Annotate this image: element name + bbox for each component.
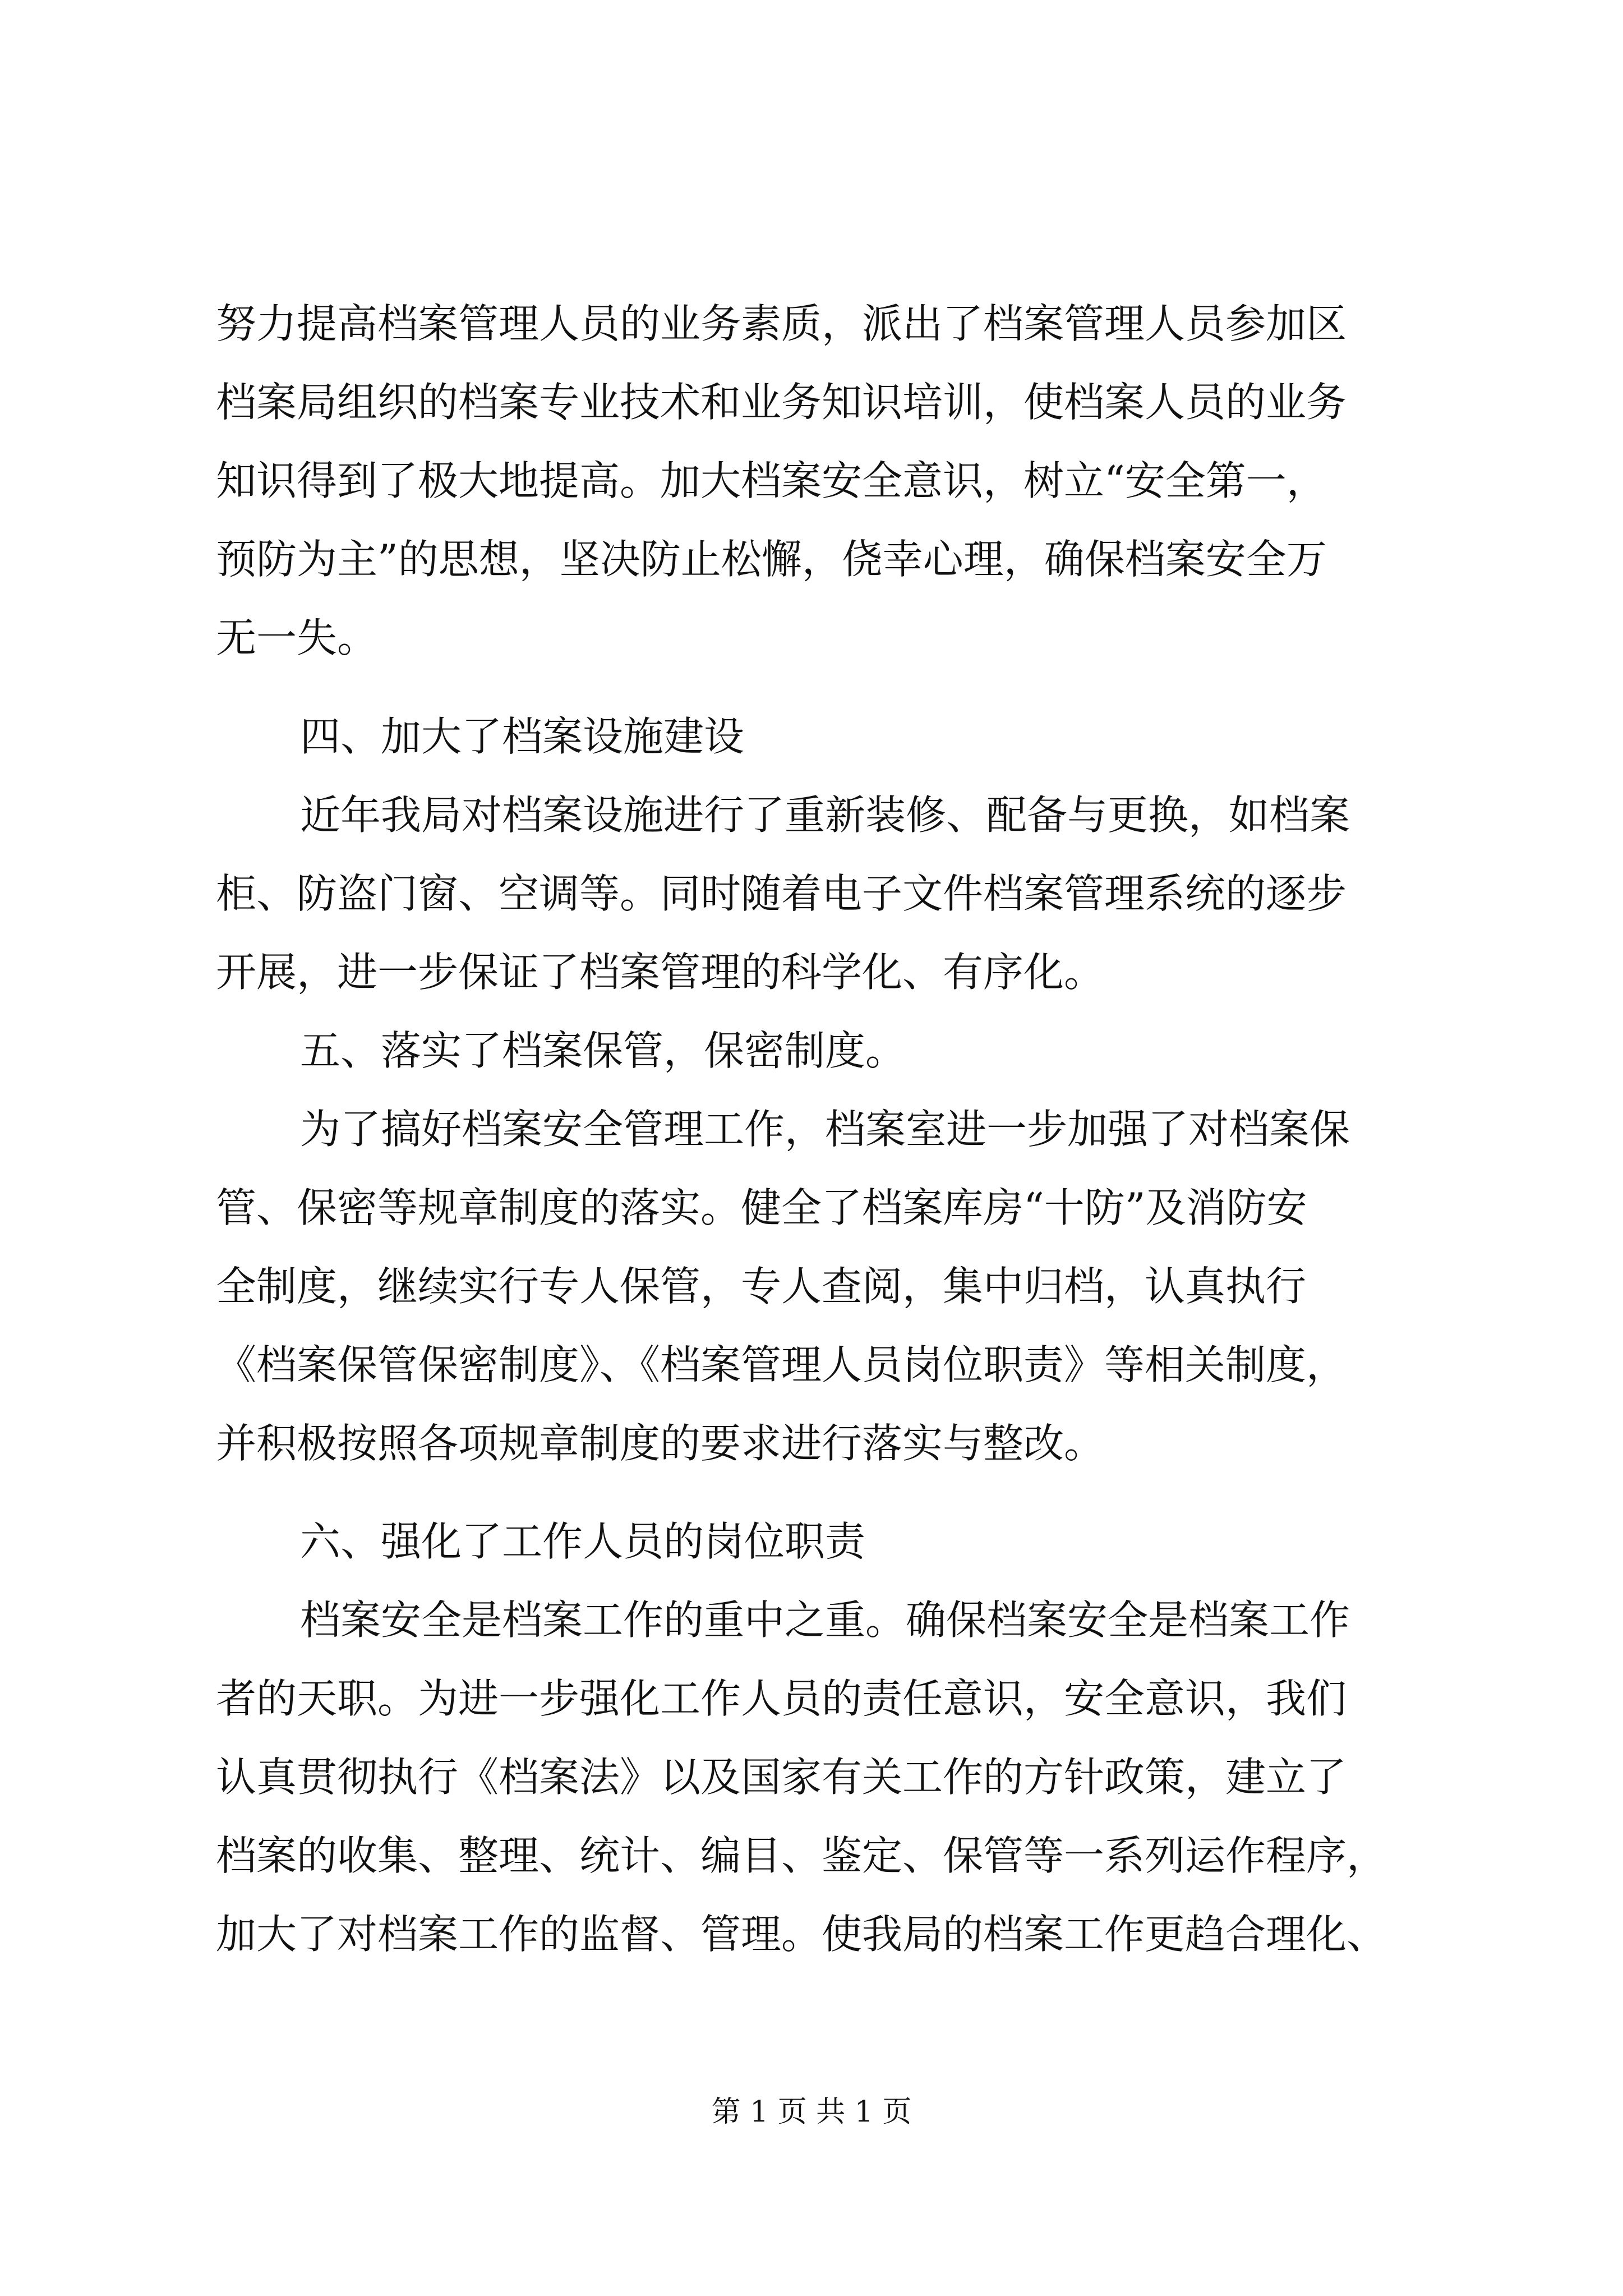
body-line-21: 加大了对档案工作的监督、管理。使我局的档案工作更趋合理化、 <box>216 1911 1387 1958</box>
body-line-11: 为了搞好档案安全管理工作，档案室进一步加强了对档案保 <box>300 1106 1350 1153</box>
page-footer: 第 1 页 共 1 页 <box>711 2095 912 2129</box>
body-line-3: 知识得到了极大地提高。加大档案安全意识，树立“安全第一， <box>216 457 1327 504</box>
body-line-18: 者的天职。为进一步强化工作人员的责任意识，安全意识，我们 <box>216 1675 1347 1722</box>
body-line-9: 开展，进一步保证了档案管理的科学化、有序化。 <box>216 949 1105 996</box>
body-line-15: 并积极按照各项规章制度的要求进行落实与整改。 <box>216 1420 1105 1467</box>
body-line-13: 全制度，继续实行专人保管，专人查阅，集中归档，认真执行 <box>216 1263 1307 1310</box>
body-line-17: 档案安全是档案工作的重中之重。确保档案安全是档案工作 <box>300 1596 1350 1644</box>
body-line-4: 预防为主”的思想，坚决防止松懈，侥幸心理，确保档案安全万 <box>216 536 1327 583</box>
body-line-1: 努力提高档案管理人员的业务素质，派出了档案管理人员参加区 <box>216 300 1347 347</box>
body-line-8: 柜、防盗门窗、空调等。同时随着电子文件档案管理系统的逐步 <box>216 870 1347 917</box>
section-heading-5: 五、落实了档案保管，保密制度。 <box>300 1027 906 1074</box>
body-line-12: 管、保密等规章制度的落实。健全了档案库房“十防”及消防安 <box>216 1184 1307 1231</box>
body-line-14: 《档案保管保密制度》、《档案管理人员岗位职责》等相关制度， <box>216 1341 1347 1388</box>
body-line-5: 无一失。 <box>216 614 378 661</box>
body-line-19: 认真贯彻执行《档案法》以及国家有关工作的方针政策，建立了 <box>216 1754 1347 1801</box>
body-line-7: 近年我局对档案设施进行了重新装修、配备与更换，如档案 <box>300 792 1350 839</box>
body-line-2: 档案局组织的档案专业技术和业务知识培训，使档案人员的业务 <box>216 379 1347 426</box>
body-line-20: 档案的收集、整理、统计、编目、鉴定、保管等一系列运作程序， <box>216 1832 1387 1879</box>
section-heading-4: 四、加大了档案设施建设 <box>300 713 745 760</box>
section-heading-6: 六、强化了工作人员的岗位职责 <box>300 1518 866 1565</box>
